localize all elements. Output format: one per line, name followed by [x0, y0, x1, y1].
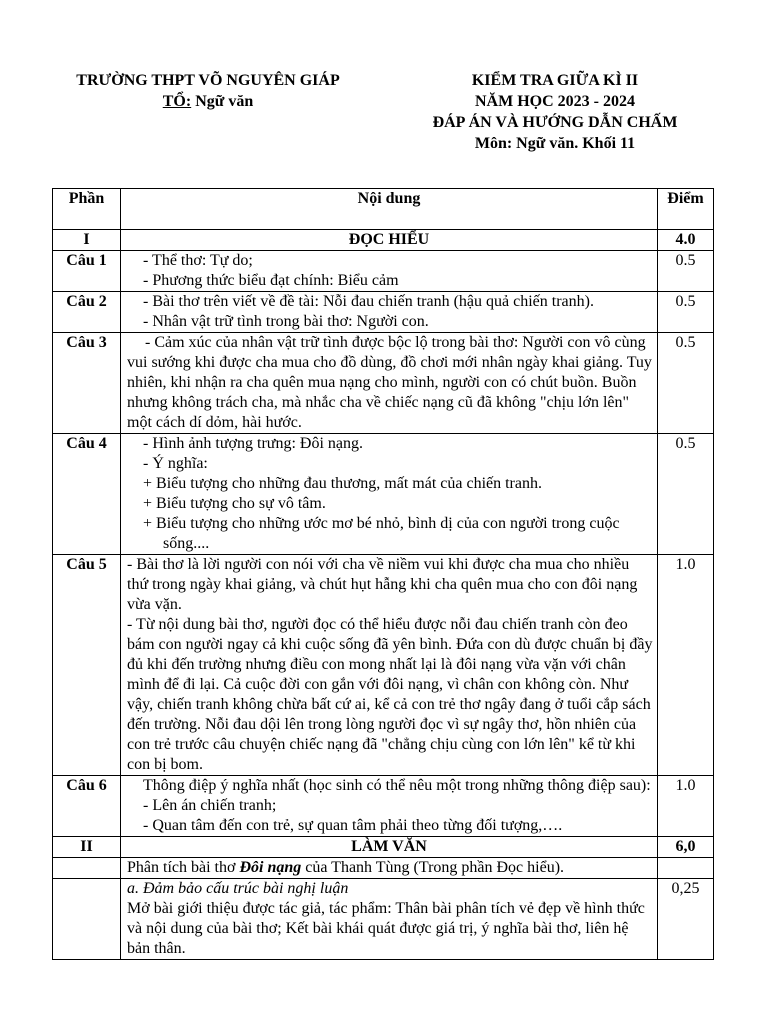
question-score: 1.0 — [658, 555, 714, 776]
section-title: LÀM VĂN — [121, 837, 658, 858]
answer-bullet: + Biểu tượng cho những ước mơ bé nhỏ, bình dị của con người trong cuộc sống.... — [143, 515, 620, 552]
question-content — [121, 434, 658, 555]
section-row-writing — [53, 837, 714, 858]
question-content — [121, 555, 658, 776]
answer-line: - Quan tâm đến con trẻ, sự quan tâm phải theo từng đối tượng,…. — [143, 817, 563, 834]
table-row — [53, 858, 714, 879]
question-score: 0.5 — [658, 333, 714, 434]
section-score: 6,0 — [658, 837, 714, 858]
question-score: 1.0 — [658, 776, 714, 837]
answer-paragraph: - Bài thơ là lời người con nói với cha về niềm vui khi được cha mua cho nhiều thứ trong ngày khai giảng, và chút hụt hẫng khi cha quên mua cho con đôi nạng vừa vặn. — [127, 556, 638, 613]
table-row — [53, 879, 714, 960]
question-label: Câu 3 — [53, 333, 121, 434]
answer-bullet: + Biểu tượng cho những đau thương, mất mát của chiến tranh. — [143, 475, 542, 492]
question-score: 0.5 — [658, 251, 714, 292]
subject-line: Môn: Ngữ văn. Khối 11 — [474, 135, 636, 152]
criterion-text: Mở bài giới thiệu được tác giả, tác phẩm: Thân bài phân tích vẻ đẹp về hình thức và nội dung của bài thơ; Kết bài khái quát được giá trị, ý nghĩa bài thơ, liên hệ bản thân. — [127, 900, 645, 957]
answer-line: - Hình ảnh tượng trưng: Đôi nạng. — [143, 435, 363, 452]
school-name: TRƯỜNG THPT VÕ NGUYÊN GIÁP — [76, 72, 340, 89]
poem-title: Đôi nạng — [239, 859, 302, 876]
question-content — [121, 251, 658, 292]
question-label: Câu 2 — [53, 292, 121, 333]
question-label: Câu 1 — [53, 251, 121, 292]
table-row — [53, 251, 714, 292]
answer-paragraph: - Từ nội dung bài thơ, người đọc có thể hiểu được nỗi đau chiến tranh còn đeo bám con người ngay cả khi cuộc sống đã yên bình. Đứa con dù được chuẩn bị đầy đủ khi đến trường nhưng điều con mong nhất lại là đôi nạng vừa vặn với chân mình để đi lại. Cả cuộc đời con gắn với đôi nạng, vì chân con không còn. Như vậy, chiến tranh không chừa bất cứ ai, kể cả con trẻ thơ ngây đang ở tuổi cắp sách đến trường. Nỗi đau dội lên trong lòng người đọc vì sự ngây thơ, hồn nhiên của con trẻ trước câu chuyện chiếc nạng đã "chẳng chịu cùng con lớn lên" kể từ khi con bị bom. — [127, 616, 653, 773]
header-score: Điểm — [658, 189, 714, 230]
task-suffix: của Thanh Tùng (Trong phần Đọc hiểu). — [301, 859, 565, 876]
section-row-reading — [53, 230, 714, 251]
answer-line: - Nhân vật trữ tình trong bài thơ: Người con. — [143, 313, 429, 330]
section-part: II — [53, 837, 121, 858]
table-row — [53, 776, 714, 837]
empty-cell — [658, 858, 714, 879]
answer-key-table — [52, 188, 714, 960]
exam-title: KIỂM TRA GIỮA KÌ II — [471, 72, 639, 89]
department-label: TỔ: — [162, 93, 192, 110]
table-row — [53, 434, 714, 555]
empty-cell — [53, 879, 121, 960]
answer-bullet: + Biểu tượng cho sự vô tâm. — [143, 495, 326, 512]
question-content — [121, 776, 658, 837]
criterion-heading: a. Đảm bảo cấu trúc bài nghị luận — [127, 880, 349, 897]
school-header — [48, 70, 368, 112]
table-row — [53, 292, 714, 333]
exam-header — [400, 70, 710, 154]
question-content: - Cảm xúc của nhân vật trữ tình được bộc lộ trong bài thơ: Người con vô cùng vui sướng khi được cha mua cho đồ dùng, đồ chơi mới nhân ngày khai giảng. Tuy nhiên, khi nhận ra cha quên mua nạng cho mình, người con có chút buồn. Buồn nhưng không trách cha, mà nhắc cha về chiếc nạng cũ đã không "chịu lớn lên" một cách dí dỏm, hài hước. — [121, 333, 658, 434]
answer-line: - Lên án chiến tranh; — [143, 797, 277, 814]
answer-line: - Phương thức biểu đạt chính: Biểu cảm — [143, 272, 399, 289]
empty-cell — [53, 858, 121, 879]
criterion-content — [121, 879, 658, 960]
answer-line: - Bài thơ trên viết về đề tài: Nỗi đau chiến tranh (hậu quả chiến tranh). — [143, 293, 594, 310]
task-prefix: Phân tích bài thơ — [127, 859, 240, 876]
question-label: Câu 5 — [53, 555, 121, 776]
question-label: Câu 6 — [53, 776, 121, 837]
department — [48, 91, 368, 112]
question-score: 0.5 — [658, 434, 714, 555]
header-content: Nội dung — [121, 189, 658, 230]
writing-task — [121, 858, 658, 879]
school-year: NĂM HỌC 2023 - 2024 — [475, 93, 635, 110]
answer-line: - Thể thơ: Tự do; — [143, 252, 253, 269]
section-title: ĐỌC HIỂU — [121, 230, 658, 251]
table-header-row — [53, 189, 714, 230]
document-title: ĐÁP ÁN VÀ HƯỚNG DẪN CHẤM — [432, 114, 678, 131]
table-row — [53, 555, 714, 776]
answer-line: - Ý nghĩa: — [143, 455, 208, 472]
criterion-score: 0,25 — [658, 879, 714, 960]
header-part: Phần — [53, 189, 121, 230]
table-row — [53, 333, 714, 434]
question-score: 0.5 — [658, 292, 714, 333]
question-content — [121, 292, 658, 333]
question-label: Câu 4 — [53, 434, 121, 555]
department-name: Ngữ văn — [195, 93, 254, 110]
answer-line: Thông điệp ý nghĩa nhất (học sinh có thể nêu một trong những thông điệp sau): — [143, 777, 651, 794]
section-part: I — [53, 230, 121, 251]
section-score: 4.0 — [658, 230, 714, 251]
